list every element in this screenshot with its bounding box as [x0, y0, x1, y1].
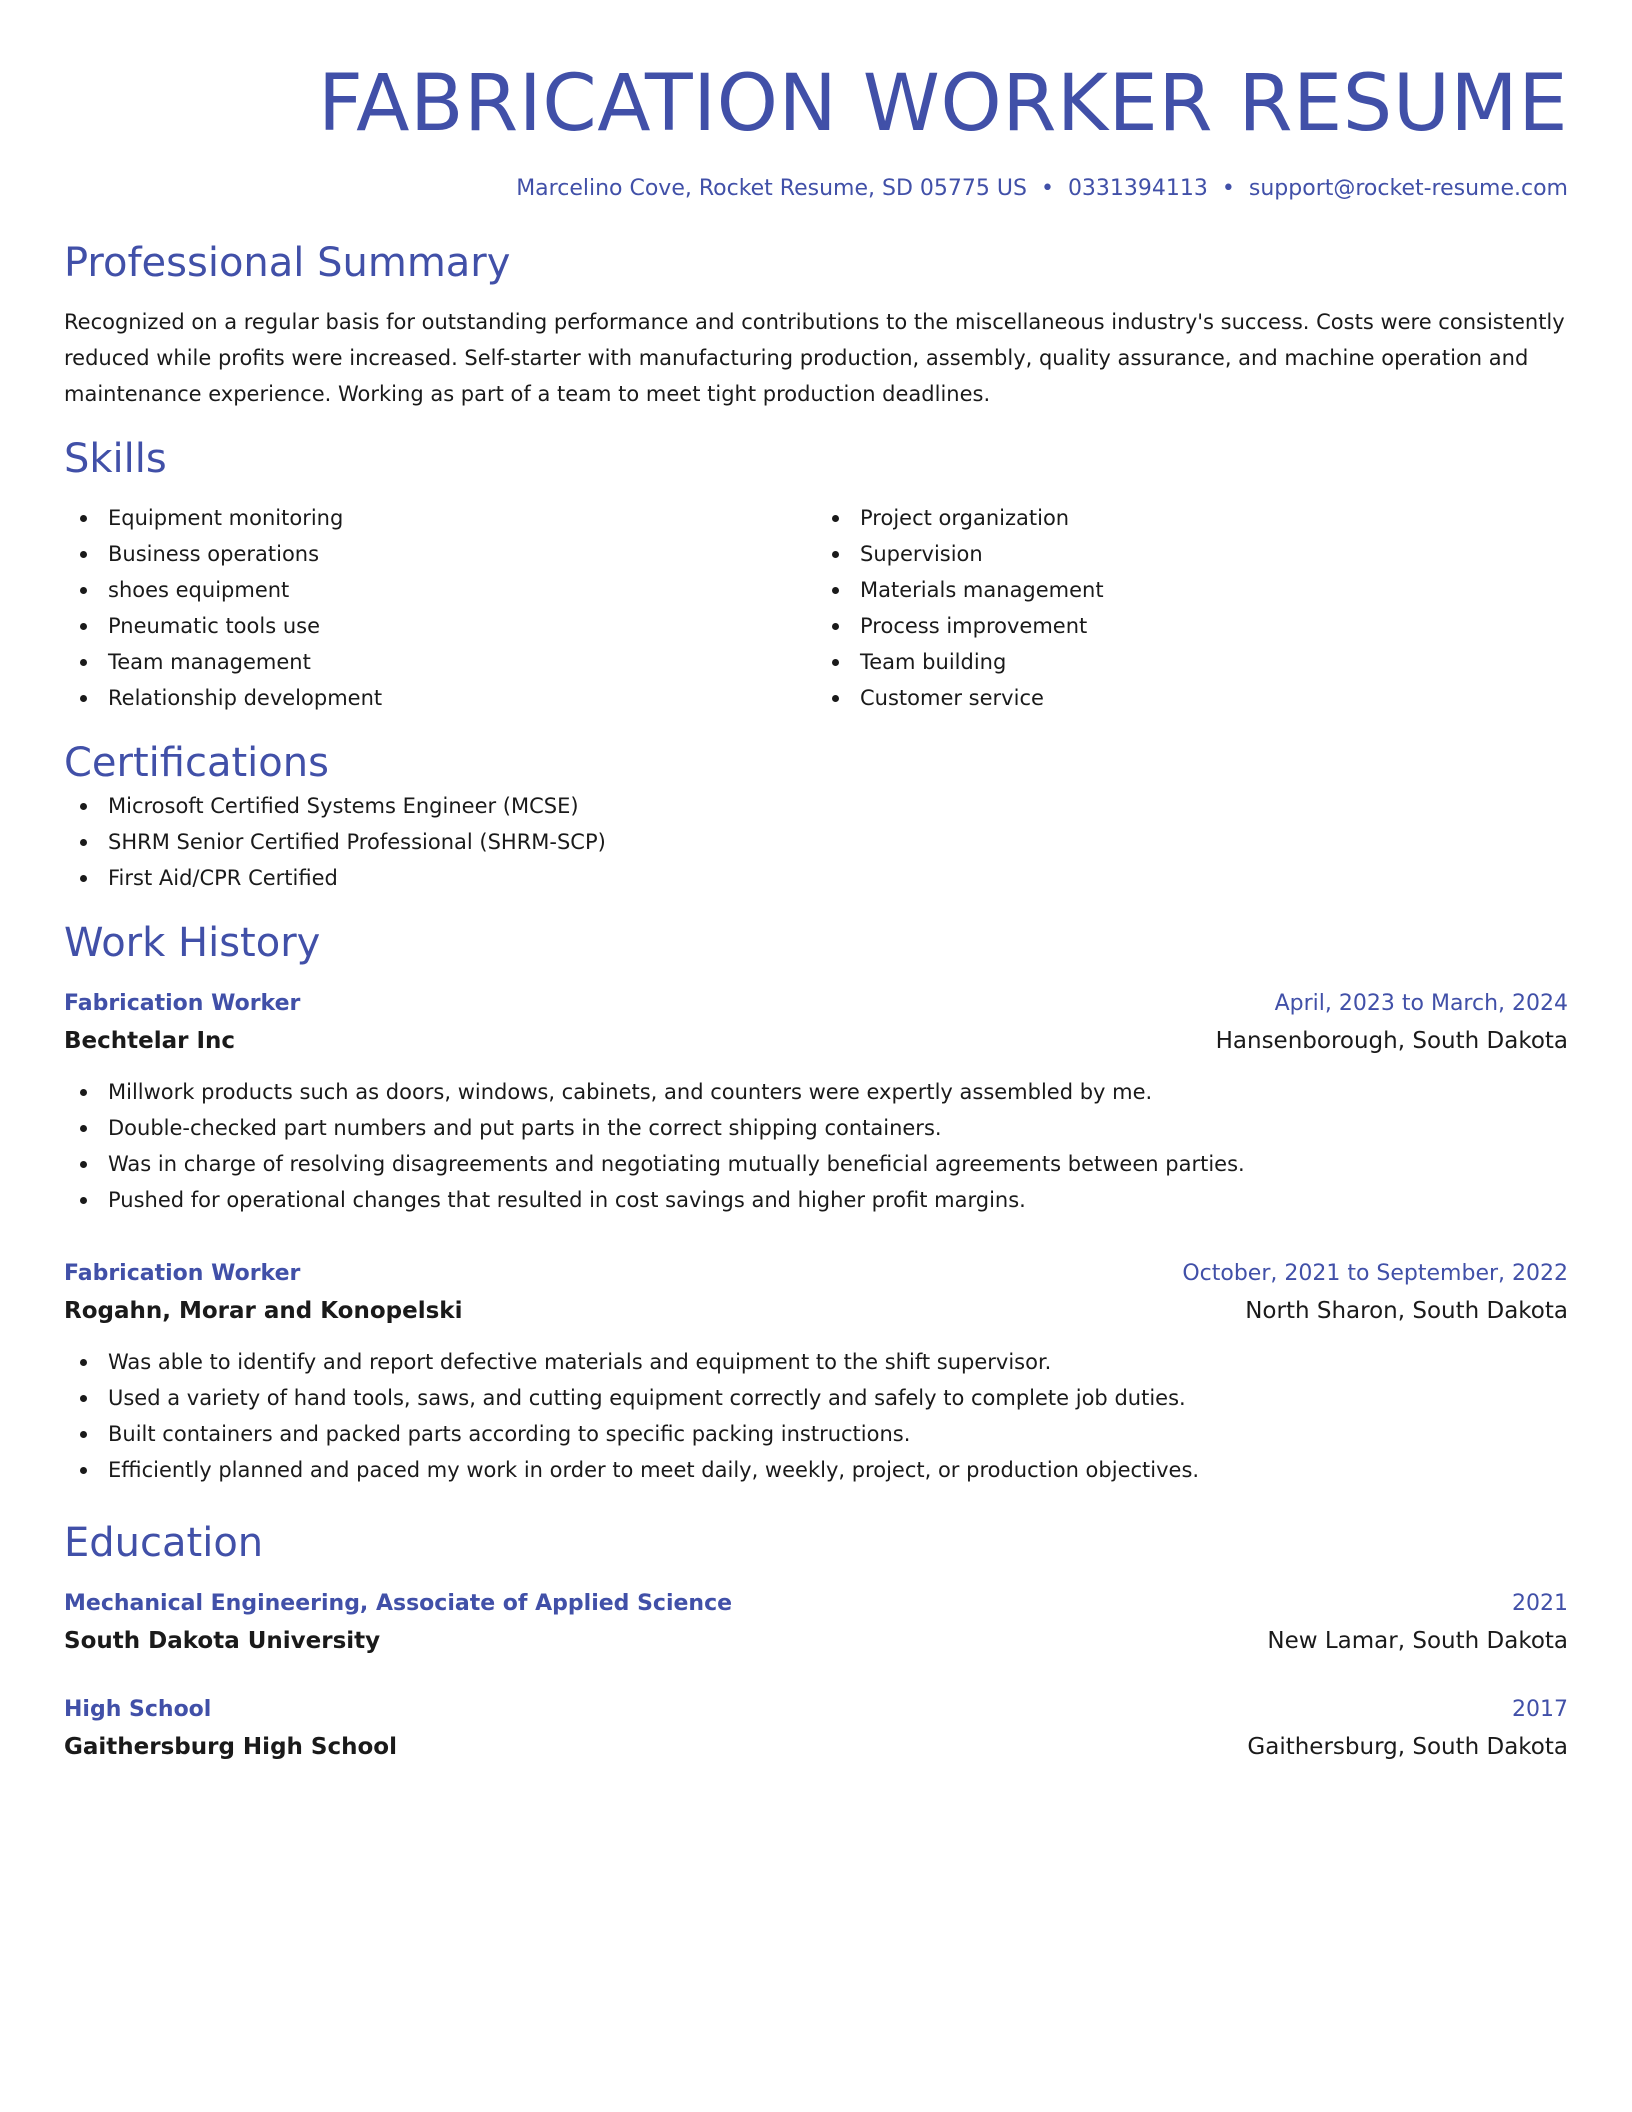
job-company: Bechtelar Inc: [64, 1028, 236, 1054]
work-history-heading: Work History: [64, 920, 321, 966]
skills-column-left: [64, 500, 816, 716]
job-header-row: [64, 1256, 1568, 1292]
summary-text: Recognized on a regular basis for outstanding performance and contributions to the miscellaneous industry's success. Costs were consistently reduced while profits were increased. Self-starter with manufacturing production, assembly, quality assurance, and machine operation and maintenance experience. Working as part of a team to meet tight production deadlines.: [64, 310, 1565, 406]
education-year: 2017: [1512, 1697, 1568, 1722]
certifications-list: [64, 788, 1568, 896]
skills-grid: [64, 500, 1568, 716]
skill-item: Team management: [64, 644, 816, 680]
job-company-row: [64, 1292, 1568, 1330]
skills-list-left: [64, 500, 816, 716]
job-dates: April, 2023 to March, 2024: [1274, 991, 1568, 1016]
skill-item: Project organization: [816, 500, 1568, 536]
job-company: Rogahn, Morar and Konopelski: [64, 1298, 463, 1324]
job-duty-item: Built containers and packed parts according to specific packing instructions.: [64, 1416, 1568, 1452]
job-duty-item: Pushed for operational changes that resulted in cost savings and higher profit margins.: [64, 1182, 1568, 1218]
skill-item: Supervision: [816, 536, 1568, 572]
skill-item: Process improvement: [816, 608, 1568, 644]
education-header-row: [64, 1692, 1568, 1728]
education-school-row: [64, 1728, 1568, 1766]
job-duty-item: Efficiently planned and paced my work in order to meet daily, weekly, project, or production objectives.: [64, 1452, 1568, 1488]
job-duty-item: Millwork products such as doors, windows, cabinets, and counters were expertly assembled by me.: [64, 1074, 1568, 1110]
job-entry: [64, 986, 1568, 1218]
job-entry: [64, 1256, 1568, 1488]
skill-item: Equipment monitoring: [64, 500, 816, 536]
job-duties-list: [64, 1074, 1568, 1218]
education-location: New Lamar, South Dakota: [1267, 1628, 1568, 1654]
job-title: Fabrication Worker: [64, 991, 301, 1016]
certification-item: SHRM Senior Certified Professional (SHRM-SCP): [64, 824, 1568, 860]
skills-heading: Skills: [64, 436, 167, 482]
education-school-row: [64, 1622, 1568, 1660]
resume-title: FABRICATION WORKER RESUME: [317, 59, 1568, 149]
job-duty-item: Used a variety of hand tools, saws, and cutting equipment correctly and safely to complete job duties.: [64, 1380, 1568, 1416]
job-location: North Sharon, South Dakota: [1245, 1298, 1568, 1324]
job-duty-item: Double-checked part numbers and put parts in the correct shipping containers.: [64, 1110, 1568, 1146]
certifications-heading: Certifications: [64, 740, 329, 786]
education-year: 2021: [1512, 1591, 1568, 1616]
education-school: South Dakota University: [64, 1628, 381, 1654]
education-entry: [64, 1586, 1568, 1660]
job-header-row: [64, 986, 1568, 1022]
certification-item: Microsoft Certified Systems Engineer (MCSE): [64, 788, 1568, 824]
skill-item: Relationship development: [64, 680, 816, 716]
job-title: Fabrication Worker: [64, 1261, 301, 1286]
contact-phone: 0331394113: [1067, 176, 1208, 201]
contact-separator: •: [1221, 176, 1235, 201]
skill-item: shoes equipment: [64, 572, 816, 608]
contact-line: [64, 174, 1568, 204]
skill-item: Team building: [816, 644, 1568, 680]
job-duty-item: Was in charge of resolving disagreements and negotiating mutually beneficial agreements between parties.: [64, 1146, 1568, 1182]
education-school: Gaithersburg High School: [64, 1734, 397, 1760]
education-heading: Education: [64, 1520, 264, 1566]
certification-item: First Aid/CPR Certified: [64, 860, 1568, 896]
contact-address: Marcelino Cove, Rocket Resume, SD 05775 US: [516, 176, 1027, 201]
education-location: Gaithersburg, South Dakota: [1247, 1734, 1568, 1760]
resume-header: [64, 56, 1568, 204]
job-company-row: [64, 1022, 1568, 1060]
education-entry: [64, 1692, 1568, 1766]
skill-item: Customer service: [816, 680, 1568, 716]
job-duty-item: Was able to identify and report defective materials and equipment to the shift supervisor.: [64, 1344, 1568, 1380]
education-degree: Mechanical Engineering, Associate of Applied Science: [64, 1591, 733, 1616]
contact-separator: •: [1040, 176, 1054, 201]
skills-column-right: [816, 500, 1568, 716]
job-duties-list: [64, 1344, 1568, 1488]
job-location: Hansenborough, South Dakota: [1215, 1028, 1568, 1054]
contact-email: support@rocket-resume.com: [1248, 176, 1568, 201]
education-degree: High School: [64, 1697, 212, 1722]
skill-item: Business operations: [64, 536, 816, 572]
summary-heading: Professional Summary: [64, 240, 511, 286]
job-dates: October, 2021 to September, 2022: [1182, 1261, 1568, 1286]
skills-list-right: [816, 500, 1568, 716]
skill-item: Pneumatic tools use: [64, 608, 816, 644]
skill-item: Materials management: [816, 572, 1568, 608]
education-header-row: [64, 1586, 1568, 1622]
